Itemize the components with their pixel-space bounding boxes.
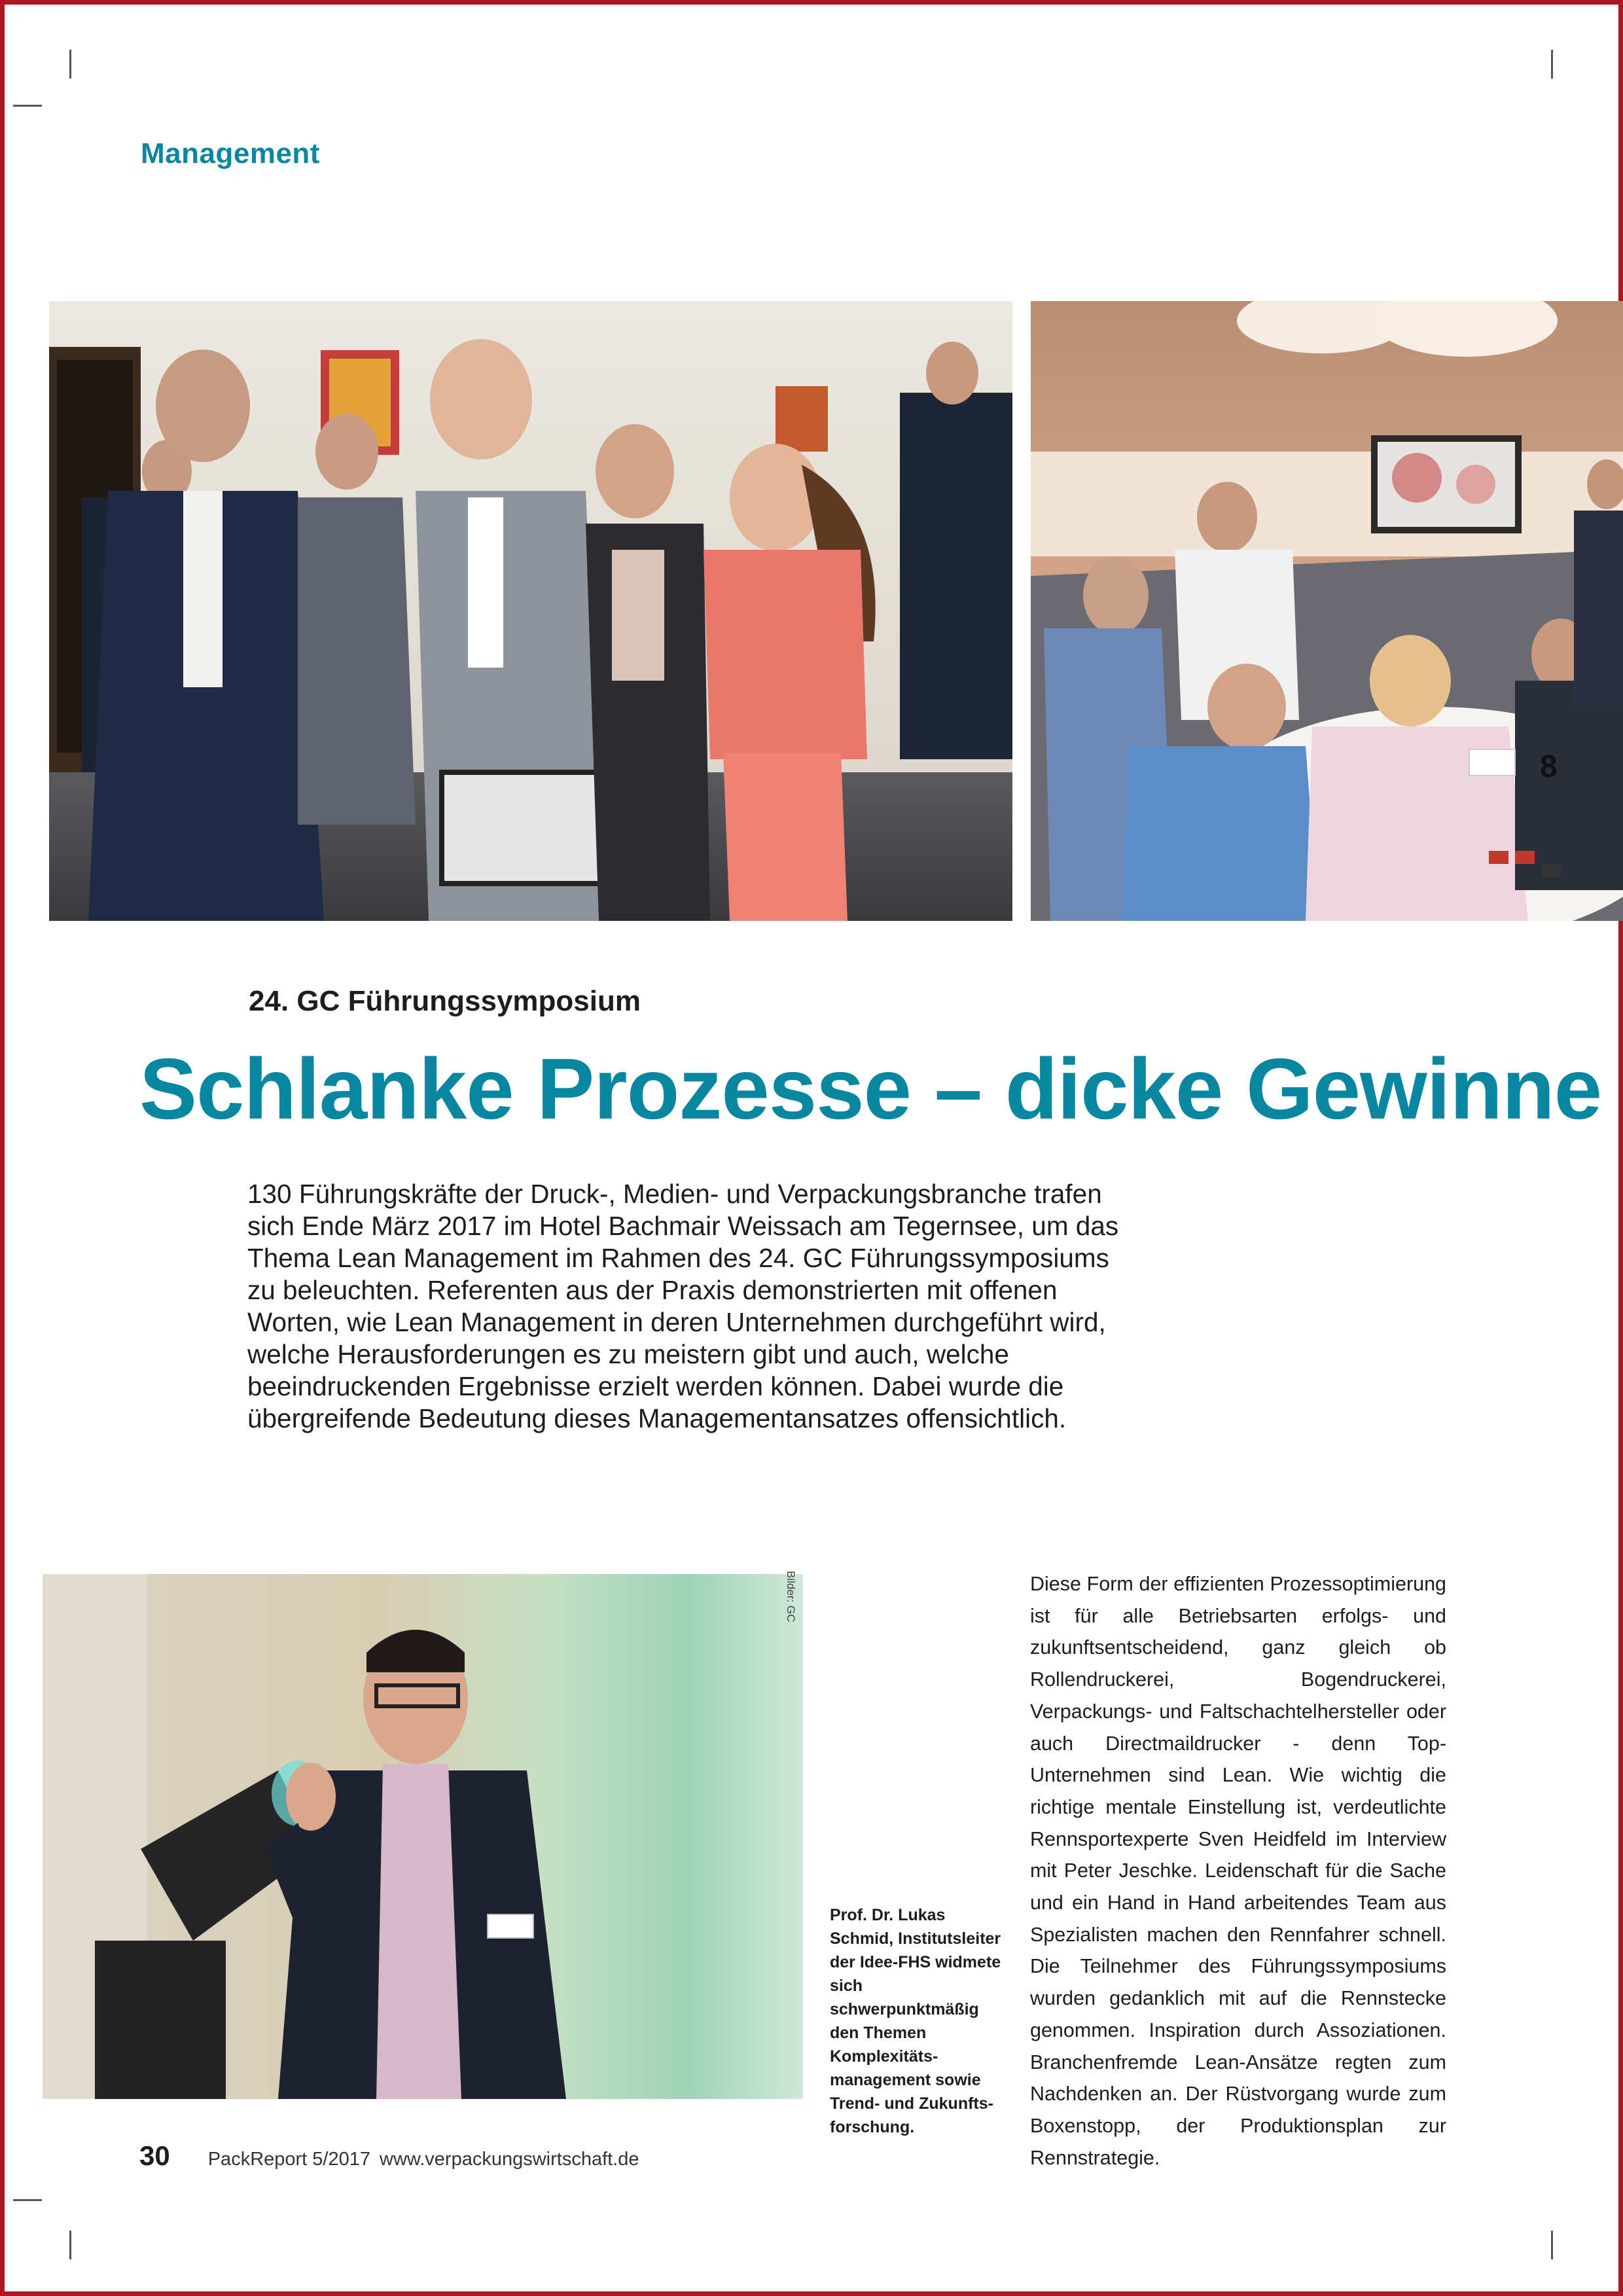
crop-mark xyxy=(69,50,71,79)
crop-mark xyxy=(13,2199,42,2201)
networking-photo xyxy=(49,301,1012,921)
photo-credit: Bilder: GC xyxy=(785,1571,797,1623)
article-kicker: 24. GC Führungssymposium xyxy=(249,985,641,1017)
crop-mark xyxy=(13,105,42,107)
photo-caption: Prof. Dr. Lukas Schmid, Institutsleiter der Idee-FHS widmete sich schwerpunktmäßig den Themen Komplexitäts-management sowie Trend- und Zukunfts-forschung. xyxy=(830,1906,1001,2136)
crop-mark xyxy=(1551,2231,1553,2259)
page-number: 30 xyxy=(139,2140,170,2171)
section-label: Management xyxy=(141,137,320,170)
article-lead: 130 Führungskräfte der Druck-, Medien- und Verpackungsbranche trafen sich Ende März 2017 im Hotel Bachmair Weissach am Tegernsee, um das Thema Lean Management im Rahmen des 24. GC Führungssymposiums zu beleuchten. Referenten aus der Praxis demonstrierten mit offenen Worten, wie Lean Management in deren Unternehmen durchgeführt wird, welche Herausforderungen es zu meistern gibt und auch, welche beeindruckenden Ergebnisse erzielt werden können. Dabei wurde die übergreifende Bedeutung dieses Managementansatzes offensichtlich. xyxy=(247,1179,1119,1433)
page-footer xyxy=(139,2140,639,2172)
crop-mark xyxy=(69,2231,71,2259)
publication-url[interactable]: www.verpackungswirtschaft.de xyxy=(380,2149,639,2170)
speaker-photo xyxy=(43,1574,803,2099)
article-body: Diese Form der effizienten Prozessoptimierung ist für alle Betriebsarten erfolgs- und zukunftsentscheidend, ganz gleich ob Rollendruckerei, Bogendruckerei, Verpackungs- und Faltschachtelhersteller oder auch Directmaildrucker - denn Top-Unternehmen sind Lean. Wie wichtig die richtige mentale Einstellung ist, verdeutlichte Rennsportexperte Sven Heidfeld im Interview mit Peter Jeschke. Leidenschaft für die Sache und ein Hand in Hand arbeitendes Team aus Spezialisten machen den Rennfahrer schnell. Die Teilnehmer des Führungssymposiums wurden gedanklich mit auf die Rennstecke genommen. Inspiration durch Assoziationen. Branchenfremde Lean-Ansätze regten zum Nachdenken an. Der Rüstvorgang wurde zum Boxenstopp, der Produktionsplan zur Rennstrategie. xyxy=(1030,1573,1446,2169)
crop-mark xyxy=(1551,50,1553,79)
conference-room-photo xyxy=(1031,301,1623,921)
table-number: 8 xyxy=(1540,749,1558,784)
publication-name: PackReport 5/2017 xyxy=(207,2149,370,2170)
article-headline: Schlanke Prozesse – dicke Gewinne xyxy=(139,1041,1602,1137)
